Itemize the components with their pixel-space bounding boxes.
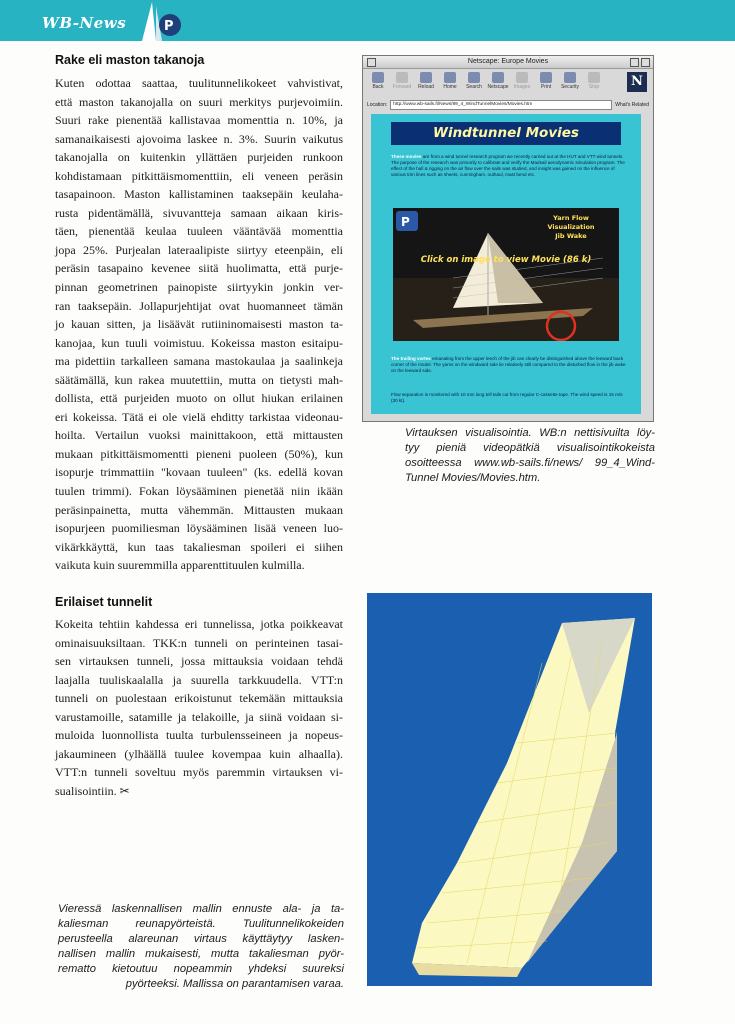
text-line: ran taaksepäin. Jollapurjehtijat ovat huomanneet tämän <box>55 298 343 313</box>
text-line: että maston takanojalla on suuri merkitys purjevoimiin. <box>55 94 343 109</box>
caption-line: Virtauksen visualisointia. WB:n nettisivuilta löy- <box>405 427 655 439</box>
article-text-tunnels <box>55 615 343 800</box>
toolbar-images-button: Images <box>511 71 533 98</box>
whats-related: What's Related <box>615 102 649 108</box>
text-line: rusta pidentämällä, sivuvantteja samaan aikaan kiris- <box>55 205 343 220</box>
wb-logo-icon <box>126 0 184 41</box>
text-line: Kokeita tehtiin kahdessa eri tunnelissa, jotka poikkeavat <box>55 617 343 631</box>
browser-toolbar <box>363 69 653 100</box>
text-line: varustamoille, satamille ja telakoille, ja siinä voidaan si- <box>55 709 343 724</box>
text-line: täen, pienentää keulaa tuuleen vääntävää momenttia <box>55 224 343 239</box>
toolbar-security-button: Security <box>559 71 581 98</box>
text-line: tasapainoon. Maston kallistaminen taaksepäin keulaha- <box>55 187 343 202</box>
text-line: ma pidettiin tarkalleen samana mastokaulaa ja saalinkeja <box>55 354 343 369</box>
window-title: Netscape: Europe Movies <box>467 58 549 65</box>
toolbar-reload-button: Reload <box>415 71 437 98</box>
back-icon <box>372 72 384 83</box>
trailing-vortex-paragraph: The trailing vortex emanating from the upper leech of the jib can clearly be distinguished above the leeward back corner of the model. The yarns on the windward side lie relatively still compared to the disturbed flow in the jib wake on the leeward side. <box>391 356 626 373</box>
text-line: samanaikaisesti ajovoima laskee n. 3%. Suurin vaikutus <box>55 131 343 146</box>
svg-text:P: P <box>164 19 174 34</box>
text-line: isopurje trimmattiin "kovaan tuuleen" (ks. edellä kovan <box>55 465 343 480</box>
caption-line: tyy pieniä videopätkiä visualisointikokeista <box>405 442 655 454</box>
collapse-box-icon <box>641 58 650 67</box>
toolbar-print-button: Print <box>535 71 557 98</box>
text-line: tuulen trimmi). Fokan löysääminen pienetää niin ikään <box>55 484 343 499</box>
browser-screenshot <box>362 55 654 422</box>
toolbar-forward-button: Forward <box>391 71 413 98</box>
text-line: eri kokeissa. Tätä ei ole vielä ehditty tarkistaa videonau- <box>55 409 343 424</box>
forward-icon <box>396 72 408 83</box>
caption-line: rematto kietoutuu nopeammin yhdeksi suureksi <box>58 963 344 975</box>
text-line: hoilta. Vertailun vuoksi mainittakoon, että mittausten <box>55 428 343 443</box>
text-line: muloida luonnollista tuulta turbulensseineen ja nopeus- <box>55 728 343 743</box>
caption-line: kaliesman reunapyörteistä. Tuulitunnelikokeiden <box>58 918 344 930</box>
zoom-box-icon <box>630 58 639 67</box>
text-line: kanojaa, kun tuuli voimistuu. Kokeissa maston esitaipu- <box>55 335 343 350</box>
text-line: isopurjeen puomiliesman löysääminen lisää veneen luo- <box>55 521 343 536</box>
toolbar-search-button: Search <box>463 71 485 98</box>
text-line: dollista, että purjeiden muoto on ollut hiukan erilainen <box>55 391 343 406</box>
intro-paragraph: These movies are from a wind tunnel research program we recently carried out at the HUT and VTT wind tunnels. The purpose of the research was primarily to calibrate and verify the Madsail aerodynamic simulation program. The effect of the hull & rigging on the air flow over the sails was studied, and insight was gained on the influence of various trim lines such as sheets, cunningham, outhaul, mast bend etc. <box>391 154 625 177</box>
brand-title: WB-News <box>42 14 127 32</box>
svg-text:P: P <box>401 215 410 229</box>
lock-icon <box>564 72 576 83</box>
caption-line: Vieressä laskennallisen mallin ennuste ala- ja ta- <box>58 903 344 915</box>
sail-simulation-image <box>367 593 652 986</box>
close-box-icon <box>367 58 376 67</box>
web-page-title: Windtunnel Movies <box>391 122 621 145</box>
toolbar-back-button: Back <box>367 71 389 98</box>
browser-figure-caption <box>405 426 655 486</box>
toolbar-stop-button: Stop <box>583 71 605 98</box>
sail-figure-caption <box>58 902 344 992</box>
caption-line: Tunnel Movies/Movies.htm. <box>405 472 541 484</box>
text-line: peräsinpainetta, mutta vähemmän. Mittausten mukaan <box>55 502 343 517</box>
text-line: takanojalla on kuitenkin yllättäen purjeiden runkoon <box>55 150 343 165</box>
text-line: Kuten odottaa saattaa, tuulitunnelikokeet vahvistivat, <box>55 76 343 90</box>
print-icon <box>540 72 552 83</box>
movie-link-text: Click on image to view Movie (86 k) <box>420 255 592 265</box>
text-line: mukaan pitkittäismomentti pieneni puoleen (50%), kun <box>55 446 343 461</box>
caption-line: nallisen mallin mukaisesti, mutta takaliesman pyör- <box>58 948 344 960</box>
text-line: sualisointiin. ✂ <box>55 783 130 798</box>
text-line: vaikuta kuin suuremmilla apparenttituulen kulmilla. <box>55 558 305 573</box>
movie-label: Yarn Flow Visualization Jib Wake <box>547 214 595 240</box>
text-line: tunneli on puolestaan erikoistunut tekemään mittauksia <box>55 691 343 706</box>
text-line: jo kauan sitten, ja lisäävät rutiininomaisesti maston ta- <box>55 317 343 332</box>
text-line: pinnan geometrinen painopiste siirtyykin jonkin ver- <box>55 280 343 295</box>
header-band <box>0 0 735 41</box>
text-line: VTT:n tunneli soveltuu myös paremmin virtauksen vi- <box>55 765 343 780</box>
caption-line: perusteella alareunan virtaus käyttäytyy lasken- <box>58 933 344 945</box>
text-line: kohdistamaan pitkittäismomenttiin, eli veneen peräsin <box>55 168 343 183</box>
text-line: säätämällä, kun rakea muutettiin, mutta on tietysti mah- <box>55 372 343 387</box>
browser-titlebar <box>363 56 653 69</box>
netscape-icon <box>492 72 504 83</box>
location-bar <box>363 100 653 110</box>
netscape-logo-icon: N <box>627 72 647 92</box>
toolbar-netscape-button: Netscape <box>487 71 509 98</box>
text-line: jakaumineen (ylhäällä tuulee kovempaa kuin alhaalla). <box>55 746 343 761</box>
url-field: http://www.wb-sails.fi/News/99_4_WindTunnelMovies/Movies.htm <box>390 100 612 110</box>
toolbar-home-button: Home <box>439 71 461 98</box>
search-icon <box>468 72 480 83</box>
flow-paragraph: Flow separation is monitored with 10 mm long tell tails cut from regular C-cassette tape. The wind speed is 15 m/s (30 kt). <box>391 392 623 403</box>
images-icon <box>516 72 528 83</box>
article-text-rake <box>55 74 343 575</box>
text-line: laajalla tuuliskaalalla ja suurella tarkkuudella. VTT:n <box>55 672 343 687</box>
section-heading-tunnels: Erilaiset tunnelit <box>55 595 153 609</box>
stop-icon <box>588 72 600 83</box>
text-line: ominaisuuksiltaan. TKK:n tunneli on perinteinen tasai- <box>55 635 343 650</box>
reload-icon <box>420 72 432 83</box>
caption-line: osoitteessa www.wb-sails.fi/news/ 99_4_Wind- <box>405 457 655 469</box>
location-label: Location: <box>367 102 388 108</box>
text-line: Suuri rake pienentää kallistavaa momenttia n. 10%, ja <box>55 113 343 128</box>
text-line: peräsin tasapaino kevenee siitä huolimatta, että purje- <box>55 261 343 276</box>
web-page-content <box>371 114 641 414</box>
text-line: vikärkkäyttä, kun taas takaliesman spoileri ei siihen <box>55 539 343 554</box>
section-heading-rake: Rake eli maston takanoja <box>55 53 205 67</box>
text-line: sen virtauksen tunneli, jossa mittauksia voidaan tehdä <box>55 654 343 669</box>
caption-line: pyörteeksi. Mallissa on parantamisen varaa. <box>125 978 344 990</box>
home-icon <box>444 72 456 83</box>
text-line: jopa 25%. Purjealan lateraalipiste siirtyy eteenpäin, eli <box>55 242 343 257</box>
